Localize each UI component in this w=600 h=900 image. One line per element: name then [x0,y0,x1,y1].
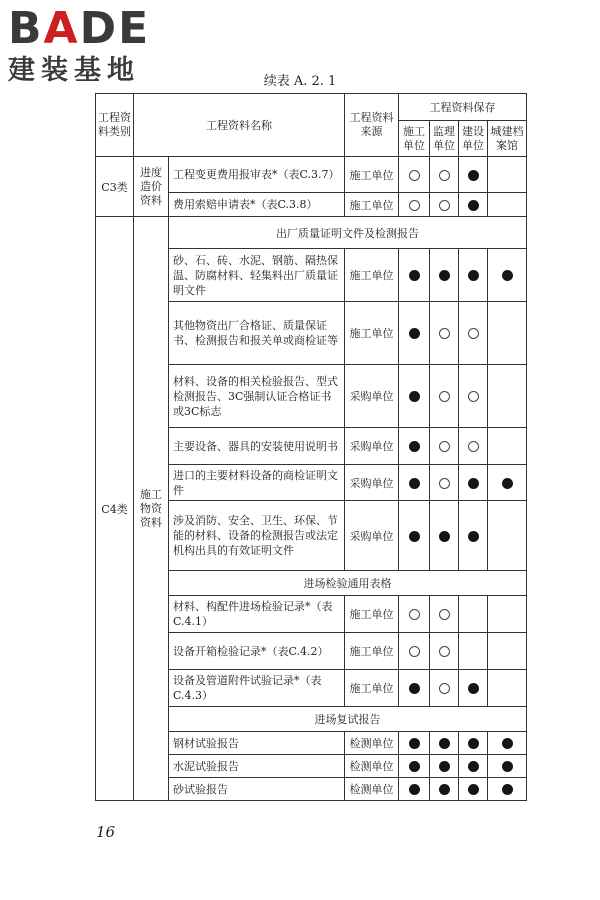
page-number: 16 [96,823,116,841]
storage-mark [502,270,513,281]
storage-mark [439,784,450,795]
storage-mark [468,270,479,281]
header-storage: 工程资料保存 [399,94,527,121]
row-source: 施工单位 [345,249,399,302]
row-name: 砂试验报告 [169,778,345,801]
section-heading: 出厂质量证明文件及检测报告 [169,217,527,249]
row-source: 施工单位 [345,596,399,633]
storage-mark [439,328,450,339]
row-source: 采购单位 [345,465,399,501]
storage-mark [409,328,420,339]
row-name: 设备开箱检验记录*（表C.4.2） [169,633,345,670]
row-name: 设备及管道附件试验记录*（表C.4.3） [169,670,345,707]
subcategory-c4: 施工物资资料 [134,217,169,801]
storage-mark [468,738,479,749]
row-source: 采购单位 [345,501,399,571]
category-c4: C4类 [96,217,134,801]
row-source: 检测单位 [345,732,399,755]
storage-mark [409,761,420,772]
subcategory-c3: 进度造价资料 [134,157,169,217]
storage-mark [409,200,420,211]
storage-mark [439,531,450,542]
storage-mark [439,609,450,620]
storage-mark [502,478,513,489]
storage-mark [439,683,450,694]
header-name: 工程资料名称 [134,94,345,157]
row-name: 材料、构配件进场检验记录*（表C.4.1） [169,596,345,633]
row-source: 施工单位 [345,157,399,193]
storage-mark [468,478,479,489]
row-source: 施工单位 [345,633,399,670]
row-name: 其他物资出厂合格证、质量保证书、检测报告和报关单或商检证等 [169,302,345,365]
header-col-construction: 施工单位 [399,121,430,157]
header-category: 工程资料类别 [96,94,134,157]
row-name: 费用索赔申请表*（表C.3.8） [169,193,345,217]
storage-mark [502,738,513,749]
row-name: 钢材试验报告 [169,732,345,755]
storage-mark [439,200,450,211]
row-name: 涉及消防、安全、卫生、环保、节能的材料、设备的检测报告或法定机构出具的有效证明文件 [169,501,345,571]
storage-mark [502,761,513,772]
logo-subtitle: 建装基地 [8,55,140,86]
storage-mark [468,531,479,542]
storage-mark [409,441,420,452]
category-c3: C3类 [96,157,134,217]
table-caption: 续表 A. 2. 1 [263,74,337,89]
storage-mark [409,478,420,489]
storage-mark [409,531,420,542]
section-row [96,217,527,249]
storage-mark [468,784,479,795]
row-name: 材料、设备的相关检验报告、型式检测报告、3C强制认证合格证书或3C标志 [169,365,345,428]
row-source: 采购单位 [345,428,399,465]
storage-mark [439,170,450,181]
storage-mark [468,391,479,402]
storage-mark [439,738,450,749]
row-source: 检测单位 [345,755,399,778]
header-col-archive: 城建档案馆 [488,121,527,157]
row-source: 采购单位 [345,365,399,428]
storage-mark [468,200,479,211]
logo-wordmark: BADE [8,3,151,54]
storage-mark [409,170,420,181]
row-source: 施工单位 [345,302,399,365]
row-source: 施工单位 [345,193,399,217]
row-name: 主要设备、器具的安装使用说明书 [169,428,345,465]
row-source: 检测单位 [345,778,399,801]
storage-mark [439,646,450,657]
storage-mark [502,784,513,795]
storage-mark [439,391,450,402]
storage-mark [468,761,479,772]
storage-mark [409,683,420,694]
header-col-owner: 建设单位 [459,121,488,157]
row-source: 施工单位 [345,670,399,707]
storage-mark [468,170,479,181]
storage-mark [409,784,420,795]
section-heading: 进场检验通用表格 [169,571,527,596]
storage-mark [409,646,420,657]
storage-mark [409,738,420,749]
storage-mark [468,441,479,452]
storage-mark [439,761,450,772]
storage-mark [468,683,479,694]
row-name: 水泥试验报告 [169,755,345,778]
storage-mark [468,328,479,339]
row-name: 进口的主要材料设备的商检证明文件 [169,465,345,501]
storage-mark [439,270,450,281]
archive-table [95,93,527,801]
header-col-supervision: 监理单位 [430,121,459,157]
storage-mark [439,441,450,452]
header-row-1 [96,94,527,121]
storage-mark [409,391,420,402]
header-source: 工程资料来源 [345,94,399,157]
row-name: 工程变更费用报审表*（表C.3.7） [169,157,345,193]
storage-mark [439,478,450,489]
table-row [96,157,527,193]
storage-mark [409,609,420,620]
row-name: 砂、石、砖、水泥、钢筋、隔热保温、防腐材料、轻集料出厂质量证明文件 [169,249,345,302]
storage-mark [409,270,420,281]
section-heading: 进场复试报告 [169,707,527,732]
